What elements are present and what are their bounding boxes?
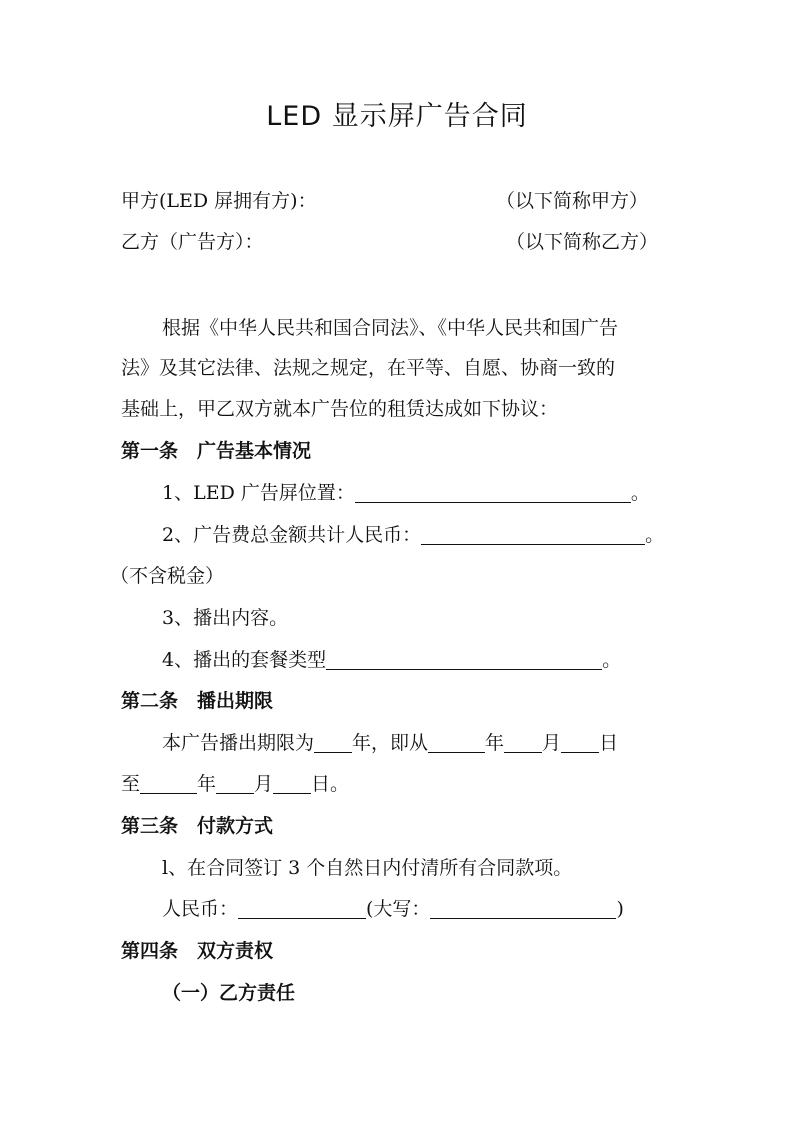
article-2-heading: 第二条 播出期限: [121, 690, 274, 712]
preamble-line-2: 法》及其它法律、法规之规定，在平等、自愿、协商一致的: [121, 357, 616, 379]
payment-amount-line: [162, 896, 624, 922]
start-year-blank[interactable]: [428, 732, 485, 753]
daxie-end: ): [616, 898, 624, 920]
period-text-i: 日。: [311, 773, 350, 795]
location-blank[interactable]: [355, 482, 631, 503]
daxie-label: (大写：: [366, 898, 431, 920]
period-text-d: 月: [542, 732, 562, 754]
article-1-heading: 第一条 广告基本情况: [121, 440, 312, 462]
period-text-g: 年: [197, 773, 217, 795]
article-1-item-1: [162, 480, 650, 506]
party-b-note: （以下简称乙方）: [506, 231, 659, 253]
start-day-blank[interactable]: [561, 732, 599, 753]
period-text-e: 日: [599, 732, 619, 754]
rmb-label: 人民币：: [162, 898, 239, 920]
article-3-heading: 第三条 付款方式: [121, 815, 274, 837]
article-4-sub-1: （一）乙方责任: [162, 982, 296, 1004]
package-type-blank[interactable]: [326, 649, 602, 670]
item-1-end: 。: [630, 482, 650, 504]
period-years-blank[interactable]: [314, 732, 352, 753]
end-month-blank[interactable]: [216, 773, 254, 794]
article-1-item-4: [162, 647, 621, 673]
item-2-note: （不含税金）: [110, 565, 225, 587]
end-day-blank[interactable]: [273, 773, 311, 794]
document-title: LED 显示屏广告合同: [266, 101, 528, 132]
article-3-item-1: l、在合同签订 3 个自然日内付清所有合同款项。: [162, 857, 573, 879]
end-year-blank[interactable]: [140, 773, 197, 794]
period-line-1: [162, 730, 618, 756]
item-1-label: 1、LED 广告屏位置：: [162, 482, 355, 504]
party-a-note: （以下简称甲方）: [496, 190, 649, 212]
preamble-line-3: 基础上，甲乙双方就本广告位的租赁达成如下协议：: [121, 398, 559, 420]
fee-amount-blank[interactable]: [421, 524, 645, 545]
period-text-a: 本广告播出期限为: [162, 732, 315, 754]
period-text-b: 年，即从: [352, 732, 429, 754]
article-4-heading: 第四条 双方责权: [121, 940, 274, 962]
party-b-label: 乙方（广告方）：: [121, 231, 264, 253]
start-month-blank[interactable]: [504, 732, 542, 753]
period-text-f: 至: [121, 773, 141, 795]
item-2-label: 2、广告费总金额共计人民币：: [162, 524, 422, 546]
period-text-c: 年: [485, 732, 505, 754]
preamble-line-1: 根据《中华人民共和国合同法》、《中华人民共和国广告: [162, 317, 619, 339]
item-4-end: 。: [602, 649, 622, 671]
article-1-item-3: 3、播出内容。: [162, 607, 289, 629]
period-text-h: 月: [254, 773, 274, 795]
party-a-label: 甲方(LED 屏拥有方)：: [121, 190, 317, 212]
rmb-amount-blank[interactable]: [238, 898, 366, 919]
item-2-end: 。: [645, 524, 665, 546]
daxie-amount-blank[interactable]: [430, 898, 616, 919]
item-4-label: 4、播出的套餐类型: [162, 649, 327, 671]
period-line-2: [121, 771, 349, 797]
article-1-item-2: [162, 522, 664, 548]
